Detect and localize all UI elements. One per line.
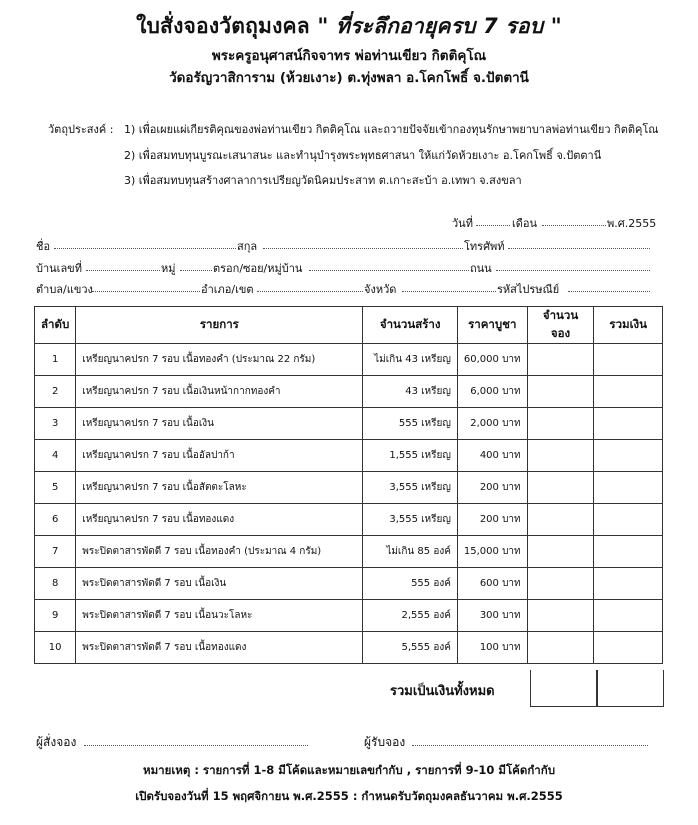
row-no: 6 (35, 504, 76, 536)
purpose-item-2: 2) เพื่อสมทบทุนบูรณะเสนาสนะ และทำนุบำรุงพระพุทธศาสนา ให้แก่วัดห้วยเงาะ อ.โคกโพธิ์ จ.ปัตตานี (124, 149, 602, 162)
row-item: เหรียญนาคปรก 7 รอบ เนื้อสัตตะโลหะ (76, 472, 363, 504)
row-item: พระปิดตาสารพัดดี 7 รอบ เนื้อทองคำ (ประมาณ 4 กรัม) (76, 536, 363, 568)
row-order-input[interactable] (527, 504, 594, 536)
grand-total-label: รวมเป็นเงินทั้งหมด (390, 684, 495, 699)
row-order-input[interactable] (527, 600, 594, 632)
province-label: จังหวัด (364, 283, 397, 296)
row-item: เหรียญนาคปรก 7 รอบ เนื้อเงินหน้ากากทองคำ (76, 376, 363, 408)
row-order-input[interactable] (527, 536, 594, 568)
row-item: พระปิดตาสารพัดดี 7 รอบ เนื้อทองแดง (76, 632, 363, 664)
row-total-input[interactable] (594, 376, 663, 408)
row-price: 300 บาท (457, 600, 527, 632)
house-field[interactable] (86, 259, 160, 271)
phone-label: โทรศัพท์ (464, 240, 505, 253)
row-price: 100 บาท (457, 632, 527, 664)
province-field[interactable] (402, 280, 496, 292)
name-label: ชื่อ (36, 240, 51, 253)
row-quantity: 1,555 เหรียญ (363, 440, 457, 472)
purpose-label: วัตถุประสงค์ : (48, 123, 114, 136)
purpose-item-3: 3) เพื่อสมทบทุนสร้างศาลาการเปรียญวัดนิคมประสาท ต.เกาะสะบ้า อ.เทพา จ.สงขลา (124, 174, 522, 187)
row-no: 8 (35, 568, 76, 600)
row-quantity: ไม่เกิน 85 องค์ (363, 536, 457, 568)
receiver-label: ผู้รับจอง (364, 735, 406, 749)
monk-name-line: พระครูอนุศาสน์กิจจาทร พ่อท่านเขียว กิตติคุโณ (211, 48, 487, 64)
receiver-signature-field[interactable] (412, 734, 648, 746)
road-field[interactable] (496, 259, 650, 271)
row-quantity: 555 เหรียญ (363, 408, 457, 440)
note-line-2: เปิดรับจองวันที่ 15 พฤศจิกายน พ.ศ.2555 : กำหนดรับวัตถุมงคลธันวาคม พ.ศ.2555 (135, 789, 563, 803)
row-item: เหรียญนาคปรก 7 รอบ เนื้อทองแดง (76, 504, 363, 536)
table-header-row (35, 307, 663, 344)
row-total-input[interactable] (594, 344, 663, 376)
row-total-input[interactable] (594, 632, 663, 664)
row-price: 200 บาท (457, 472, 527, 504)
row-quantity: 2,555 องค์ (363, 600, 457, 632)
table-row (35, 440, 663, 472)
row-order-input[interactable] (527, 472, 594, 504)
title-prefix: ใบสั่งจองวัตถุมงคล " (136, 14, 337, 38)
soi-label: ตรอก/ซอย/หมู่บ้าน (213, 262, 303, 275)
row-price: 200 บาท (457, 504, 527, 536)
row-item: เหรียญนาคปรก 7 รอบ เนื้อทองคำ (ประมาณ 22 กรัม) (76, 344, 363, 376)
table-row (35, 344, 663, 376)
row-order-input[interactable] (527, 632, 594, 664)
header-price: ราคาบูชา (457, 307, 527, 344)
table-row (35, 632, 663, 664)
note-line-1: หมายเหตุ : รายการที่ 1-8 มีโค้ดและหมายเลขกำกับ , รายการที่ 9-10 มีโค้ดกำกับ (142, 763, 556, 777)
table-row (35, 408, 663, 440)
row-item: พระปิดตาสารพัดดี 7 รอบ เนื้อนวะโลหะ (76, 600, 363, 632)
row-price: 60,000 บาท (457, 344, 527, 376)
month-label: เดือน (512, 217, 538, 230)
postcode-field[interactable] (568, 280, 650, 292)
header-total: รวมเงิน (594, 307, 663, 344)
house-label: บ้านเลขที่ (36, 262, 82, 275)
row-quantity: 5,555 องค์ (363, 632, 457, 664)
row-order-input[interactable] (527, 376, 594, 408)
row-price: 2,000 บาท (457, 408, 527, 440)
row-no: 3 (35, 408, 76, 440)
table-row (35, 600, 663, 632)
surname-label: สกุล (237, 240, 258, 253)
form-title (0, 10, 698, 43)
row-order-input[interactable] (527, 344, 594, 376)
amphoe-label: อำเภอ/เขต (201, 283, 254, 296)
row-item: เหรียญนาคปรก 7 รอบ เนื้อเงิน (76, 408, 363, 440)
row-no: 1 (35, 344, 76, 376)
purpose-item-1: 1) เพื่อเผยแผ่เกียรติคุณของพ่อท่านเขียว กิตติคุโณ และถวายปัจจัยเข้ากองทุนรักษาพยาบาลพ่อท่านเขียว กิตติคุโณ (124, 123, 659, 136)
row-total-input[interactable] (594, 504, 663, 536)
row-order-input[interactable] (527, 568, 594, 600)
surname-field[interactable] (263, 237, 463, 249)
row-total-input[interactable] (594, 408, 663, 440)
row-quantity: 3,555 เหรียญ (363, 472, 457, 504)
orderer-label: ผู้สั่งจอง (36, 735, 77, 749)
date-field[interactable] (476, 214, 510, 226)
soi-field[interactable] (309, 259, 469, 271)
row-order-input[interactable] (527, 408, 594, 440)
road-label: ถนน (470, 262, 492, 275)
grand-total-order-box[interactable] (530, 670, 598, 707)
table-row (35, 504, 663, 536)
name-field[interactable] (54, 237, 236, 249)
amphoe-field[interactable] (257, 280, 363, 292)
row-total-input[interactable] (594, 568, 663, 600)
table-row (35, 536, 663, 568)
phone-field[interactable] (508, 237, 650, 249)
tambon-field[interactable] (92, 280, 200, 292)
row-item: เหรียญนาคปรก 7 รอบ เนื้ออัลปาก้า (76, 440, 363, 472)
header-no: ลำดับ (35, 307, 76, 344)
date-label: วันที่ (452, 217, 473, 230)
row-total-input[interactable] (594, 600, 663, 632)
row-quantity: 555 องค์ (363, 568, 457, 600)
row-no: 9 (35, 600, 76, 632)
header-item: รายการ (76, 307, 363, 344)
table-row (35, 376, 663, 408)
temple-address-line: วัดอรัญวาสิการาม (ห้วยเงาะ) ต.ทุ่งพลา อ.โคกโพธิ์ จ.ปัตตานี (169, 70, 529, 86)
moo-field[interactable] (180, 259, 212, 271)
row-no: 5 (35, 472, 76, 504)
row-quantity: 3,555 เหรียญ (363, 504, 457, 536)
row-price: 600 บาท (457, 568, 527, 600)
row-no: 10 (35, 632, 76, 664)
header-quantity-made: จำนวนสร้าง (363, 307, 457, 344)
postcode-label: รหัสไปรษณีย์ (497, 283, 560, 296)
row-no: 7 (35, 536, 76, 568)
grand-total-amount-box[interactable] (596, 670, 664, 707)
row-total-input[interactable] (594, 472, 663, 504)
row-no: 2 (35, 376, 76, 408)
year-label: พ.ศ.2555 (607, 217, 657, 230)
header-order-qty: จำนวนจอง (527, 307, 594, 344)
table-row (35, 568, 663, 600)
row-price: 6,000 บาท (457, 376, 527, 408)
title-emphasis: ที่ระลึกอายุครบ 7 รอบ (336, 14, 544, 38)
row-total-input[interactable] (594, 536, 663, 568)
row-order-input[interactable] (527, 440, 594, 472)
row-item: พระปิดตาสารพัดดี 7 รอบ เนื้อเงิน (76, 568, 363, 600)
items-table (34, 306, 663, 664)
row-quantity: 43 เหรียญ (363, 376, 457, 408)
month-field[interactable] (542, 214, 606, 226)
moo-label: หมู่ (161, 262, 176, 275)
title-suffix: " (543, 14, 562, 38)
row-no: 4 (35, 440, 76, 472)
orderer-signature-field[interactable] (84, 734, 308, 746)
row-price: 400 บาท (457, 440, 527, 472)
row-price: 15,000 บาท (457, 536, 527, 568)
tambon-label: ตำบล/แขวง (36, 283, 93, 296)
table-row (35, 472, 663, 504)
row-quantity: ไม่เกิน 43 เหรียญ (363, 344, 457, 376)
row-total-input[interactable] (594, 440, 663, 472)
